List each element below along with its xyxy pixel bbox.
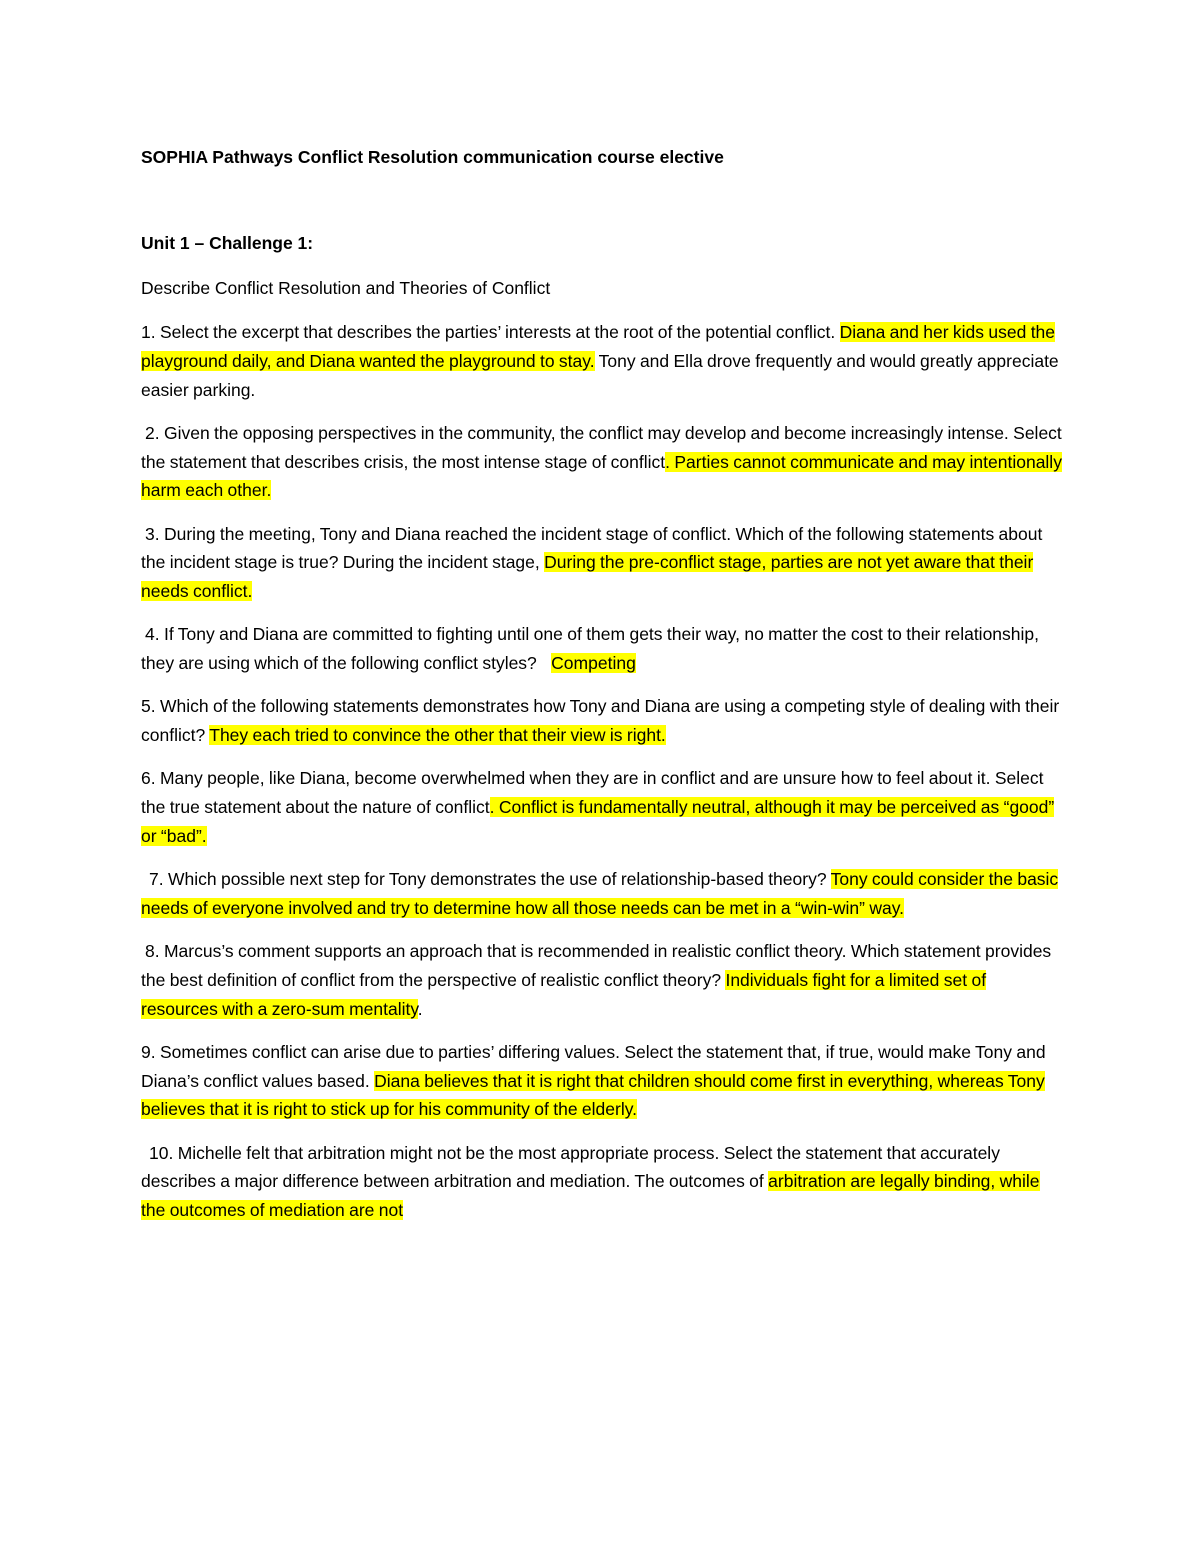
question-list xyxy=(141,318,1062,1225)
highlighted-answer: Diana and her kids used the playground daily, and Diana wanted the playground to stay. xyxy=(141,322,1056,371)
question-number: 6. xyxy=(141,768,156,789)
unit-heading: Unit 1 – Challenge 1: xyxy=(141,233,314,253)
question-text: Select the excerpt that describes the parties’ interests at the root of the potential conflict. xyxy=(159,322,836,342)
document-title: SOPHIA Pathways Conflict Resolution communication course elective xyxy=(141,147,724,167)
question-text: Michelle felt that arbitration might not be the most appropriate process. Select the statement that accurately describes a major difference between arbitration and mediation. The outcomes of xyxy=(141,1142,1000,1192)
highlighted-answer: arbitration are legally binding, while the outcomes of mediation are not xyxy=(141,1171,1040,1221)
highlighted-answer: . Parties cannot communicate and may intentionally harm each other. xyxy=(141,451,1062,501)
question-number: 2. xyxy=(145,422,160,443)
question-item-8 xyxy=(141,937,1062,1023)
highlighted-answer: During the pre-conflict stage, parties are not yet aware that their needs conflict. xyxy=(141,552,1034,602)
highlighted-answer: Competing xyxy=(551,653,636,674)
question-item-7 xyxy=(141,865,1062,923)
question-text: Which possible next step for Tony demonstrates the use of relationship-based theory? xyxy=(167,869,827,890)
question-trailing-text: . xyxy=(417,998,423,1019)
question-text: Given the opposing perspectives in the community, the conflict may develop and become increasingly intense. Select the statement that describes crisis, the most intense stage of conflict xyxy=(141,422,1062,472)
question-text: During the meeting, Tony and Diana reached the incident stage of conflict. Which of the following statements about the incident stage is true? During the incident stage, xyxy=(141,523,1043,573)
highlighted-answer: Diana believes that it is right that children should come first in everything, whereas Tony believes that it is right to stick up for his community of the elderly. xyxy=(141,1070,1045,1120)
question-number: 10. xyxy=(149,1142,174,1163)
question-text: Which of the following statements demonstrates how Tony and Diana are using a competing style of dealing with their conflict? xyxy=(141,696,1060,746)
highlighted-answer: Tony could consider the basic needs of everyone involved and try to determine how all those needs can be met in a “win-win” way. xyxy=(141,869,1059,918)
question-item-10 xyxy=(141,1139,1062,1225)
highlighted-answer: Individuals fight for a limited set of resources with a zero-sum mentality xyxy=(141,969,987,1019)
question-number: 3. xyxy=(145,523,160,544)
question-item-9 xyxy=(141,1038,1062,1124)
question-item-5 xyxy=(141,692,1062,750)
question-number: 4. xyxy=(145,624,160,645)
question-text: Sometimes conflict can arise due to parties’ differing values. Select the statement that, if true, would make Tony and Diana’s conflict values based. xyxy=(141,1041,1046,1091)
highlighted-answer: They each tried to convince the other that their view is right. xyxy=(209,725,666,746)
question-text: If Tony and Diana are committed to fighting until one of them gets their way, no matter the cost to their relationship, they are using which of the following conflict styles? xyxy=(141,624,1040,674)
question-item-1 xyxy=(141,318,1062,404)
question-number: 9. xyxy=(141,1041,156,1062)
question-item-6 xyxy=(141,764,1062,850)
question-item-3 xyxy=(141,520,1062,606)
question-number: 8. xyxy=(145,941,160,962)
question-number: 7. xyxy=(149,869,164,890)
question-number: 1. xyxy=(141,322,156,342)
question-text: Marcus’s comment supports an approach that is recommended in realistic conflict theory. Which statement provides the best definition of conflict from the perspective of realistic conflict theory? xyxy=(141,941,1052,990)
question-number: 5. xyxy=(141,696,156,717)
question-trailing-text: Tony and Ella drove frequently and would greatly appreciate easier parking. xyxy=(141,350,1059,400)
question-item-2 xyxy=(141,419,1062,505)
question-text: Many people, like Diana, become overwhelmed when they are in conflict and are unsure how to feel about it. Select the true statement about the nature of conflict xyxy=(141,768,1044,818)
question-item-4 xyxy=(141,620,1062,678)
highlighted-answer: . Conflict is fundamentally neutral, although it may be perceived as “good” or “bad”. xyxy=(141,797,1055,846)
section-subtitle: Describe Conflict Resolution and Theories of Conflict xyxy=(141,278,551,298)
